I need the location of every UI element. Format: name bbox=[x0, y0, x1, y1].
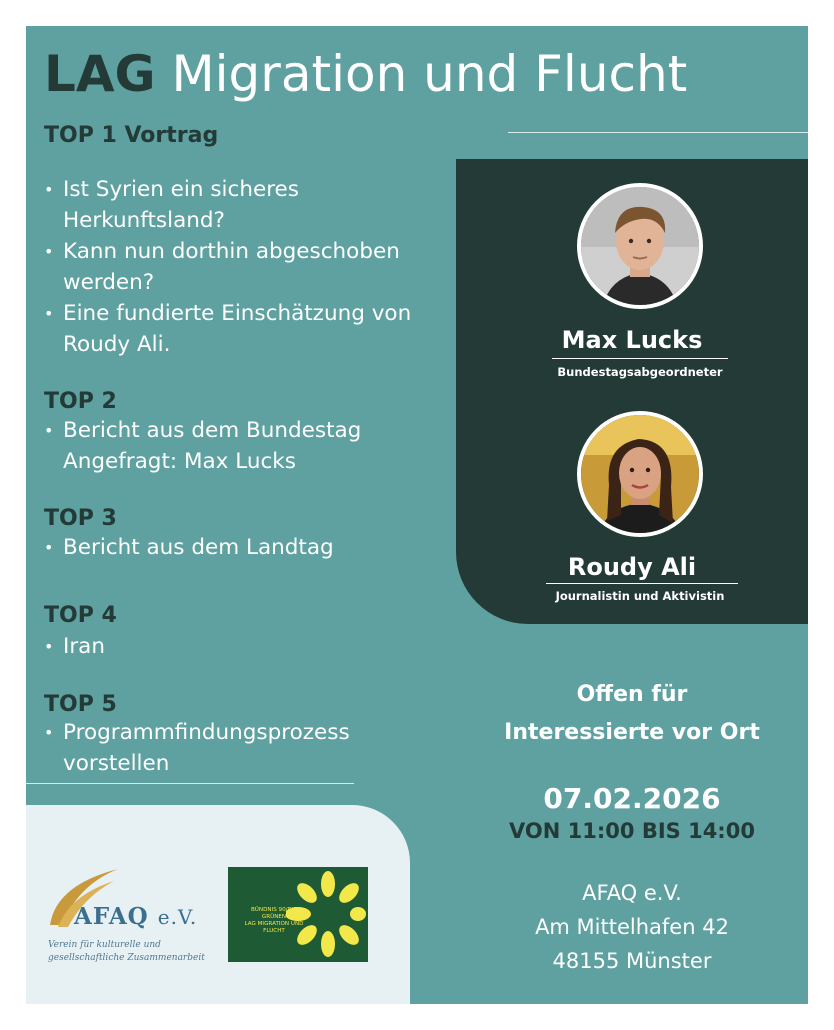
event-time: VON 11:00 BIS 14:00 bbox=[509, 819, 755, 843]
afaq-logo-name bbox=[74, 903, 197, 930]
event-address bbox=[456, 876, 808, 978]
speaker-role: Bundestagsabgeordneter bbox=[557, 365, 723, 379]
speaker-panel bbox=[456, 159, 808, 624]
speaker-name: Max Lucks bbox=[561, 326, 703, 354]
divider-line bbox=[508, 132, 808, 133]
greens-logo-text bbox=[238, 907, 310, 935]
address-line: Am Mittelhafen 42 bbox=[535, 915, 729, 939]
agenda-heading-top2: TOP 2 bbox=[44, 389, 117, 414]
agenda-item: • Ist Syrien ein sicheres Herkunftsland? bbox=[44, 174, 444, 236]
greens-logo bbox=[228, 867, 368, 962]
agenda-list-top5 bbox=[44, 717, 444, 779]
agenda-item: • Bericht aus dem Landtag bbox=[44, 532, 444, 563]
open-text-line: Interessierte vor Ort bbox=[504, 720, 760, 745]
title-rest: Migration und Flucht bbox=[171, 45, 688, 103]
agenda-list-top2 bbox=[44, 415, 429, 477]
agenda-list-top1 bbox=[44, 174, 444, 360]
speaker-photo-roudy-ali bbox=[577, 411, 703, 537]
open-for-public-text bbox=[456, 676, 808, 752]
agenda-heading-top5: TOP 5 bbox=[44, 692, 117, 717]
divider-line bbox=[26, 783, 354, 784]
logo-panel bbox=[26, 805, 410, 1004]
agenda-item: • Iran bbox=[44, 631, 444, 662]
speaker-underline bbox=[552, 358, 728, 359]
event-date: 07.02.2026 bbox=[543, 782, 721, 815]
agenda-heading-top1: TOP 1 Vortrag bbox=[44, 123, 219, 148]
address-line: AFAQ e.V. bbox=[582, 881, 682, 905]
afaq-tagline: Verein für kulturelle und gesellschaftliche Zusammenarbeit bbox=[48, 940, 205, 963]
agenda-item: • Programmfindungsprozess vorstellen bbox=[44, 717, 444, 779]
agenda-item: • Bericht aus dem Bundestag Angefragt: Max Lucks bbox=[44, 415, 429, 477]
speaker-photo-max-lucks bbox=[577, 183, 703, 309]
agenda-item: • Eine fundierte Einschätzung von Roudy Ali. bbox=[44, 298, 444, 360]
agenda-heading-top4: TOP 4 bbox=[44, 603, 117, 628]
speaker-name: Roudy Ali bbox=[567, 553, 697, 581]
greens-line: LAG MIGRATION UND FLUCHT bbox=[244, 921, 304, 934]
agenda-heading-top3: TOP 3 bbox=[44, 506, 117, 531]
afaq-name-text: AFAQ bbox=[74, 903, 149, 930]
poster-title bbox=[44, 44, 687, 104]
greens-line: BÜNDNIS 90/DIE GRÜNEN bbox=[250, 907, 298, 920]
open-text-line: Offen für bbox=[576, 682, 688, 707]
speaker-role: Journalistin und Aktivistin bbox=[555, 589, 725, 603]
agenda-item: • Kann nun dorthin abgeschoben werden? bbox=[44, 236, 444, 298]
title-bold: LAG bbox=[44, 45, 156, 103]
agenda-list-top3 bbox=[44, 532, 444, 563]
speaker-underline bbox=[546, 583, 738, 584]
afaq-suffix: e.V. bbox=[157, 905, 198, 929]
event-poster bbox=[26, 26, 808, 1004]
address-line: 48155 Münster bbox=[552, 949, 712, 973]
agenda-list-top4 bbox=[44, 631, 444, 662]
